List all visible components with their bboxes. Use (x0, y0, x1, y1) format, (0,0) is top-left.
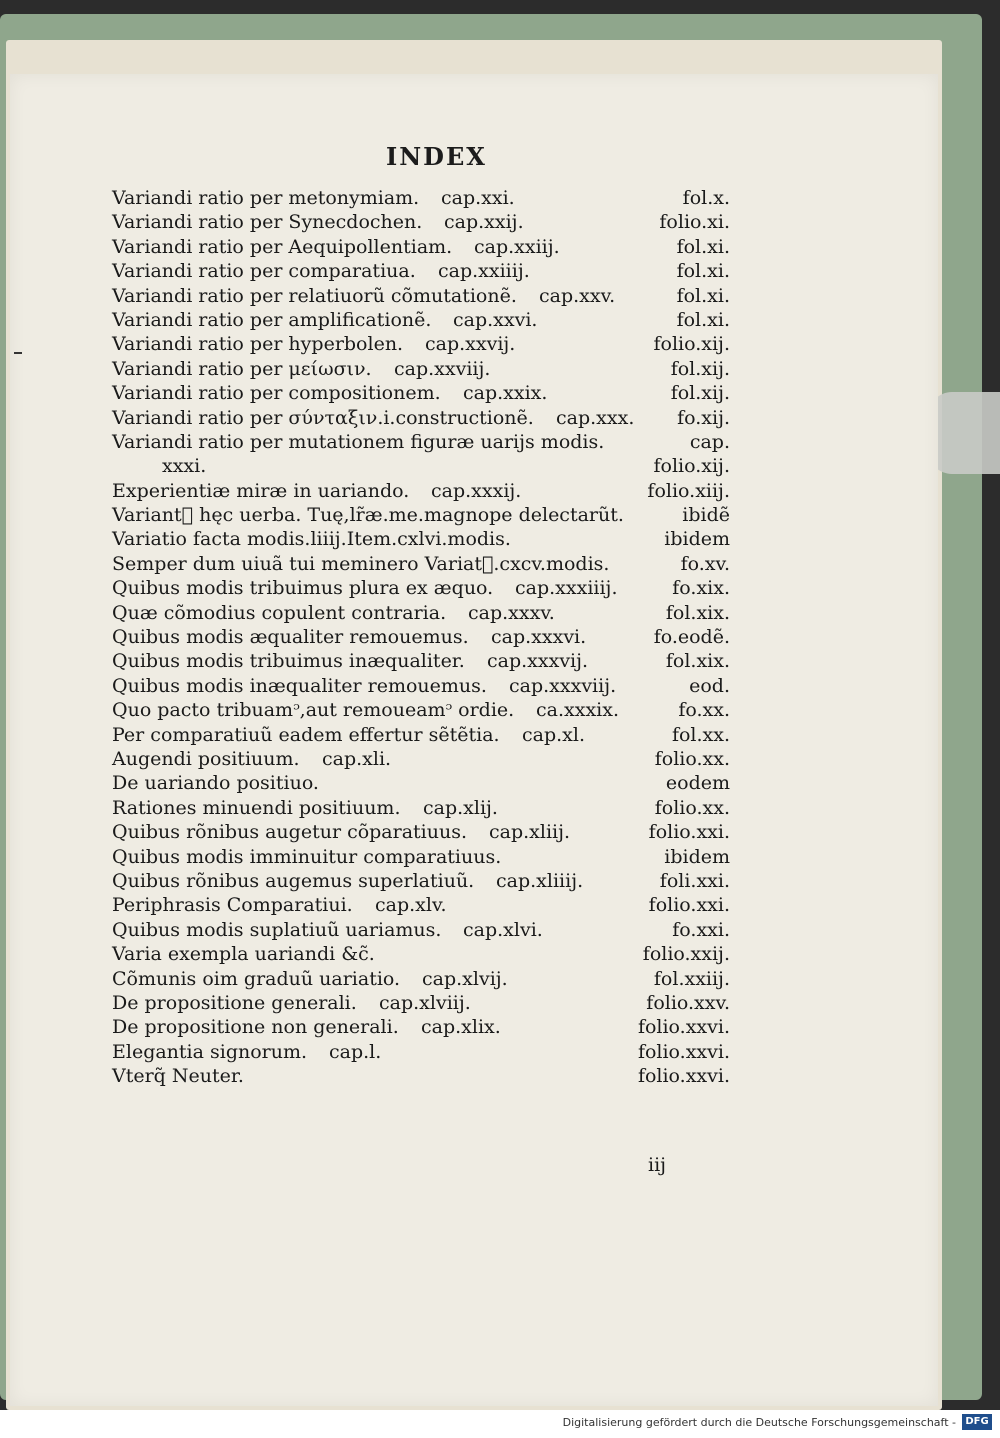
index-entry (112, 893, 730, 917)
entry-folio: fol.xij. (670, 382, 730, 405)
margin-mark (14, 352, 22, 354)
entry-folio: folio.xxi. (648, 821, 730, 844)
entry-folio: ibidẽ (682, 504, 730, 527)
index-entry (112, 625, 730, 649)
entry-chapter: cap.xxiiij. (438, 260, 530, 283)
index-entry (112, 454, 730, 478)
entry-folio: folio.xij. (653, 333, 730, 356)
entry-folio: fol.xi. (676, 235, 730, 258)
index-entry (112, 820, 730, 844)
entry-title: Quibus rõnibus augetur cõparatiuus. (112, 821, 468, 844)
entry-folio: folio.xxv. (646, 991, 730, 1014)
entry-title: Cõmunis oim graduũ uariatio. (112, 967, 401, 990)
entry-folio: folio.xx. (654, 796, 730, 819)
entry-chapter: cap.xlviij. (379, 991, 471, 1014)
entry-folio: ibidem (664, 528, 730, 551)
entry-folio: fo.xix. (672, 577, 730, 600)
entry-title: Quibus modis tribuimus plura ex æquo. (112, 577, 494, 600)
entry-title: Vterq̃ Neuter. (112, 1065, 244, 1088)
entry-chapter: cap.xxiij. (474, 235, 560, 258)
entry-title: Rationes minuendi positiuum. (112, 796, 401, 819)
entry-folio: fol.xi. (676, 308, 730, 331)
entry-title: Experientiæ miræ in uariando. (112, 479, 410, 502)
entry-title: Semper dum uiuã tui meminero Variatᷣ.cxcv.modis. (112, 552, 610, 575)
index-entry (112, 357, 730, 381)
index-entry (112, 406, 730, 430)
entry-title: Variandi ratio per Aequipollentiam. (112, 235, 453, 258)
entry-chapter: cap.xxxvi. (491, 626, 587, 649)
entry-title: Augendi positiuum. (112, 747, 300, 770)
entry-folio: folio.xi. (659, 211, 730, 234)
entry-chapter: cap.xli. (322, 747, 392, 770)
entry-chapter: cap.xlvij. (422, 967, 508, 990)
entry-title: Varia exempla uariandi &c̃. (112, 943, 375, 966)
index-entry (112, 527, 730, 551)
entry-chapter: cap.xxxvij. (487, 650, 589, 673)
entry-folio: fol.xix. (665, 601, 730, 624)
entry-folio: ibidem (664, 845, 730, 868)
dfg-logo: DFG (962, 1414, 992, 1430)
index-entry (112, 186, 730, 210)
index-entry (112, 1015, 730, 1039)
entry-title: Variandi ratio per μείωσιν. (112, 357, 372, 380)
signature-mark: iij (648, 1154, 667, 1176)
entry-title: Periphrasis Comparatiui. (112, 894, 353, 917)
entry-title: Variandi ratio per compositionem. (112, 382, 441, 405)
entry-title: Variandi ratio per amplificationẽ. (112, 308, 432, 331)
entry-title: Quibus modis suplatiuũ uariamus. (112, 918, 442, 941)
entry-chapter: cap.xlij. (423, 796, 498, 819)
entry-folio: eod. (689, 674, 730, 697)
entry-chapter: cap.xxv. (539, 284, 616, 307)
entry-title: Quibus modis æqualiter remouemus. (112, 626, 469, 649)
index-entry (112, 235, 730, 259)
entry-folio: fol.xx. (671, 723, 730, 746)
entry-folio: folio.xxi. (648, 894, 730, 917)
entry-title: Variandi ratio per Synecdochen. (112, 211, 423, 234)
entry-chapter: cap.xxvij. (425, 333, 516, 356)
page-heading: INDEX (386, 142, 487, 171)
index-entry (112, 967, 730, 991)
entry-folio: fo.xx. (678, 699, 730, 722)
entry-chapter: cap.xxxij. (431, 479, 522, 502)
entry-chapter: cap.xxx. (556, 406, 635, 429)
index-entry (112, 503, 730, 527)
entry-folio: fol.xi. (676, 260, 730, 283)
index-entry (112, 723, 730, 747)
index-entry (112, 698, 730, 722)
entry-title: Variandi ratio per mutationem figuræ uarijs modis. (112, 430, 605, 453)
index-entry (112, 284, 730, 308)
entry-chapter: cap.xliij. (489, 821, 571, 844)
entry-title: Quibus rõnibus augemus superlatiuũ. (112, 869, 475, 892)
index-entry (112, 601, 730, 625)
entry-title: Variandi ratio per σύνταξιν.i.constructionẽ. (112, 406, 534, 429)
index-list (112, 186, 730, 1088)
entry-title: Quæ cõmodius copulent contraria. (112, 601, 447, 624)
entry-folio: folio.xxvi. (637, 1016, 730, 1039)
index-entry (112, 796, 730, 820)
entry-folio: fol.xix. (665, 650, 730, 673)
entry-chapter: cap.xlvi. (463, 918, 543, 941)
index-entry (112, 649, 730, 673)
index-entry (112, 210, 730, 234)
entry-title: Variantᷣ hęc uerba. Tuę,lr̃æ.me.magnope delectarũt. (112, 504, 624, 527)
index-entry (112, 1040, 730, 1064)
index-entry (112, 918, 730, 942)
entry-folio: fol.xi. (676, 284, 730, 307)
entry-folio: fol.xxiij. (653, 967, 730, 990)
entry-folio: folio.xiij. (647, 479, 730, 502)
entry-folio: foli.xxi. (659, 869, 730, 892)
entry-title: Elegantia signorum. (112, 1040, 308, 1063)
entry-folio: folio.xxij. (642, 943, 730, 966)
entry-folio: folio.xx. (654, 747, 730, 770)
entry-chapter: cap.xlv. (375, 894, 447, 917)
index-entry (112, 771, 730, 795)
index-entry (112, 674, 730, 698)
entry-chapter: cap.xxviij. (394, 357, 491, 380)
index-entry (112, 845, 730, 869)
index-entry (112, 381, 730, 405)
index-entry (112, 1064, 730, 1088)
entry-title: Quibus modis imminuitur comparatiuus. (112, 845, 502, 868)
entry-chapter: cap.xxij. (444, 211, 524, 234)
index-entry (112, 332, 730, 356)
entry-folio: folio.xxvi. (637, 1040, 730, 1063)
entry-chapter: cap.xliiij. (496, 869, 584, 892)
entry-title: Variandi ratio per comparatiua. (112, 260, 416, 283)
entry-folio: cap. (689, 430, 730, 453)
entry-folio: eodem (665, 772, 730, 795)
entry-chapter: cap.xxi. (441, 187, 515, 209)
index-entry (112, 259, 730, 283)
index-entry (112, 869, 730, 893)
entry-folio: fo.eodẽ. (653, 626, 730, 649)
entry-chapter: cap.xxxv. (468, 601, 555, 624)
entry-chapter: cap.xxxiiij. (515, 577, 618, 600)
entry-folio: fol.x. (682, 187, 730, 209)
index-entry (112, 576, 730, 600)
entry-title: xxxi. (162, 455, 207, 478)
entry-title: Variandi ratio per metonymiam. (112, 187, 420, 209)
entry-chapter: cap.xl. (522, 723, 586, 746)
entry-title: De uariando positiuo. (112, 772, 319, 795)
entry-chapter: cap.xxix. (463, 382, 548, 405)
entry-chapter: cap.xxxviij. (509, 674, 617, 697)
entry-folio: fo.xv. (680, 552, 730, 575)
entry-title: Quibus modis tribuimus inæqualiter. (112, 650, 465, 673)
index-entry (112, 479, 730, 503)
entry-folio: fo.xxi. (672, 918, 730, 941)
index-entry (112, 747, 730, 771)
index-entry (112, 942, 730, 966)
entry-title: Quibus modis inæqualiter remouemus. (112, 674, 487, 697)
entry-folio: folio.xxvi. (637, 1065, 730, 1088)
entry-chapter: cap.l. (329, 1040, 382, 1063)
index-entry (112, 308, 730, 332)
entry-title: Variandi ratio per relatiuorũ cõmutationẽ. (112, 284, 517, 307)
entry-title: Per comparatiuũ eadem effertur sẽtẽtia. (112, 723, 500, 746)
entry-folio: fol.xij. (670, 357, 730, 380)
entry-title: De propositione generali. (112, 991, 357, 1014)
entry-title: Quo pacto tribuamᵓ,aut remoueamᵓ ordie. (112, 699, 515, 722)
entry-title: Variatio facta modis.liiij.Item.cxlvi.modis. (112, 528, 511, 551)
entry-chapter: ca.xxxix. (536, 699, 619, 722)
entry-folio: fo.xij. (677, 406, 730, 429)
index-entry (112, 552, 730, 576)
entry-title: De propositione non generali. (112, 1016, 399, 1039)
digitization-credit: Digitalisierung gefördert durch die Deutsche Forschungsgemeinschaft - (562, 1416, 956, 1429)
bookmark-tab (928, 392, 1000, 474)
index-entry (112, 430, 730, 454)
index-entry (112, 991, 730, 1015)
entry-chapter: cap.xxvi. (453, 308, 538, 331)
entry-chapter: cap.xlix. (421, 1016, 501, 1039)
entry-folio: folio.xij. (653, 455, 730, 478)
entry-title: Variandi ratio per hyperbolen. (112, 333, 404, 356)
